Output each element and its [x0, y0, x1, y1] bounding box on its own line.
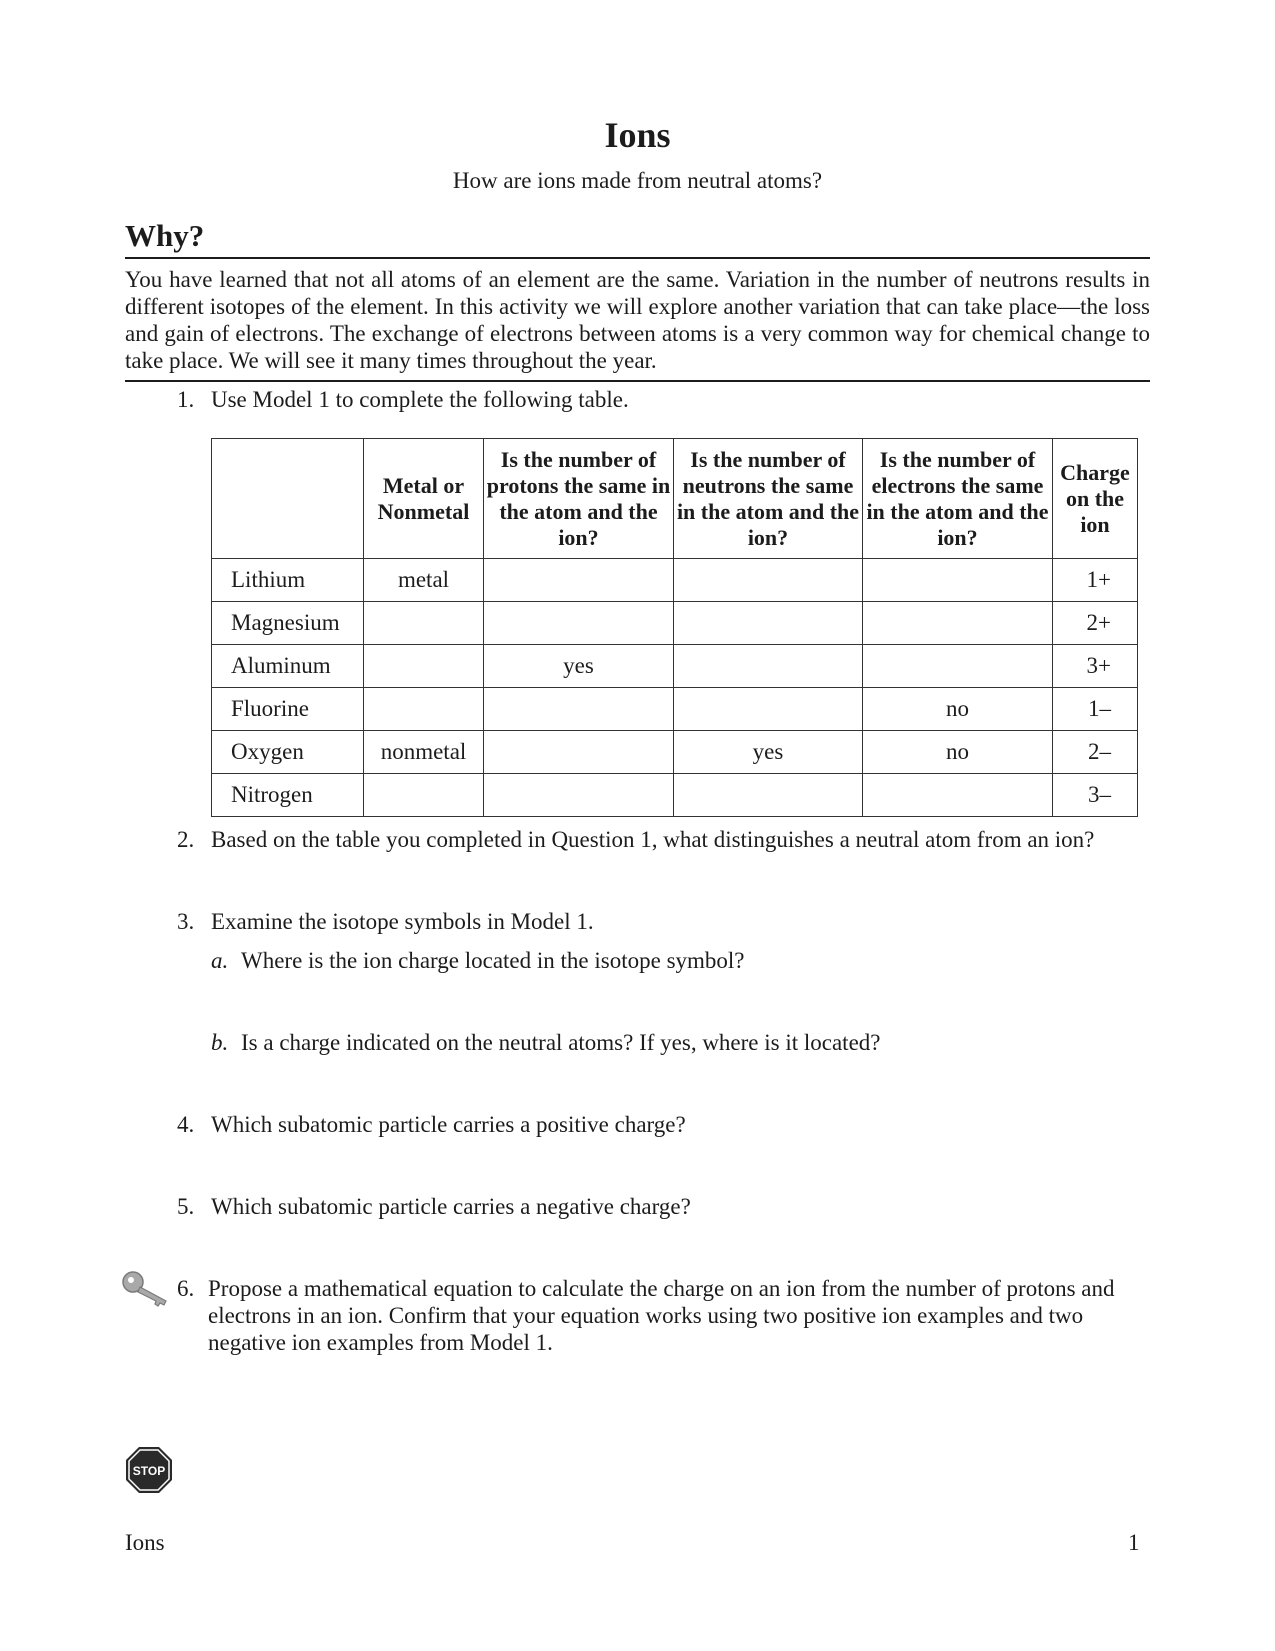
table-cell [674, 774, 863, 817]
footer-title: Ions [125, 1530, 165, 1555]
table-cell [674, 645, 863, 688]
page-subtitle: How are ions made from neutral atoms? [452, 168, 823, 193]
question-text: Is a charge indicated on the neutral atoms? If yes, where is it located? [241, 1030, 881, 1055]
table-cell [484, 774, 674, 817]
table-cell [674, 688, 863, 731]
page-number: 1 [1128, 1530, 1140, 1555]
table-cell: 1+ [1053, 559, 1138, 602]
question-number: 4. [177, 1112, 195, 1137]
question-text: Which subatomic particle carries a positive charge? [211, 1112, 686, 1137]
table-cell: 2– [1053, 731, 1138, 774]
question-number: 3. [177, 909, 195, 934]
table-cell: 1– [1053, 688, 1138, 731]
stop-sign-icon [125, 1446, 173, 1494]
table-header-cell: Is the number of electrons the same in the atom and the ion? [863, 439, 1053, 559]
table-cell [863, 774, 1053, 817]
element-name-cell: Fluorine [212, 688, 364, 731]
table-cell: metal [364, 559, 484, 602]
table-cell [863, 645, 1053, 688]
divider [125, 257, 1150, 259]
question-number: a. [211, 948, 229, 973]
table-cell: 3+ [1053, 645, 1138, 688]
table-cell [674, 602, 863, 645]
table-cell [364, 645, 484, 688]
why-heading: Why? [125, 218, 205, 253]
table-cell [674, 559, 863, 602]
question-number: b. [211, 1030, 229, 1055]
question-text: Examine the isotope symbols in Model 1. [211, 909, 594, 934]
table-cell [484, 559, 674, 602]
table-cell [364, 602, 484, 645]
question-text: Where is the ion charge located in the isotope symbol? [241, 948, 745, 973]
table-row [212, 559, 1138, 602]
table-header-cell: Charge on the ion [1053, 439, 1138, 559]
table-header-cell: Is the number of neutrons the same in the atom and the ion? [674, 439, 863, 559]
table-cell [484, 731, 674, 774]
table-cell [863, 559, 1053, 602]
table-cell: yes [484, 645, 674, 688]
table-cell: no [863, 688, 1053, 731]
divider [125, 380, 1150, 382]
page-title: Ions [604, 115, 671, 155]
table-row [212, 645, 1138, 688]
ions-table [211, 438, 1138, 817]
table-cell [863, 602, 1053, 645]
question-number: 5. [177, 1194, 195, 1219]
table-header-cell [212, 439, 364, 559]
element-name-cell: Lithium [212, 559, 364, 602]
why-text: You have learned that not all atoms of an element are the same. Variation in the number of neutrons results in different isotopes of the element. In this activity we will explore another variation that can take place—the loss and gain of electrons. The exchange of electrons between atoms is a very common way for chemical change to take place. We will see it many times throughout the year. [125, 267, 1150, 373]
table-cell [364, 774, 484, 817]
table-cell: yes [674, 731, 863, 774]
table-row [212, 731, 1138, 774]
table-cell [484, 602, 674, 645]
element-name-cell: Nitrogen [212, 774, 364, 817]
table-cell [484, 688, 674, 731]
table-cell: 3– [1053, 774, 1138, 817]
key-icon [120, 1268, 174, 1308]
table-header-cell: Is the number of protons the same in the atom and the ion? [484, 439, 674, 559]
table-row [212, 774, 1138, 817]
question-number: 6. [177, 1276, 195, 1301]
question-text: Based on the table you completed in Question 1, what distinguishes a neutral atom from an ion? [211, 827, 1095, 852]
table-row [212, 688, 1138, 731]
question-text: Use Model 1 to complete the following table. [211, 387, 629, 412]
table-cell: 2+ [1053, 602, 1138, 645]
element-name-cell: Aluminum [212, 645, 364, 688]
table-cell [364, 688, 484, 731]
table-header-row [212, 439, 1138, 559]
table-cell: nonmetal [364, 731, 484, 774]
table-header-cell: Metal or Nonmetal [364, 439, 484, 559]
element-name-cell: Oxygen [212, 731, 364, 774]
question-text: Which subatomic particle carries a negative charge? [211, 1194, 691, 1219]
question-number: 2. [177, 827, 195, 852]
stop-label: STOP [132, 1464, 166, 1478]
element-name-cell: Magnesium [212, 602, 364, 645]
table-row [212, 602, 1138, 645]
table-cell: no [863, 731, 1053, 774]
question-number: 1. [177, 387, 195, 412]
question-text: Propose a mathematical equation to calculate the charge on an ion from the number of protons and electrons in an ion. Confirm that your equation works using two positive ion examples and two negative ion examples from Model 1. [208, 1276, 1115, 1355]
